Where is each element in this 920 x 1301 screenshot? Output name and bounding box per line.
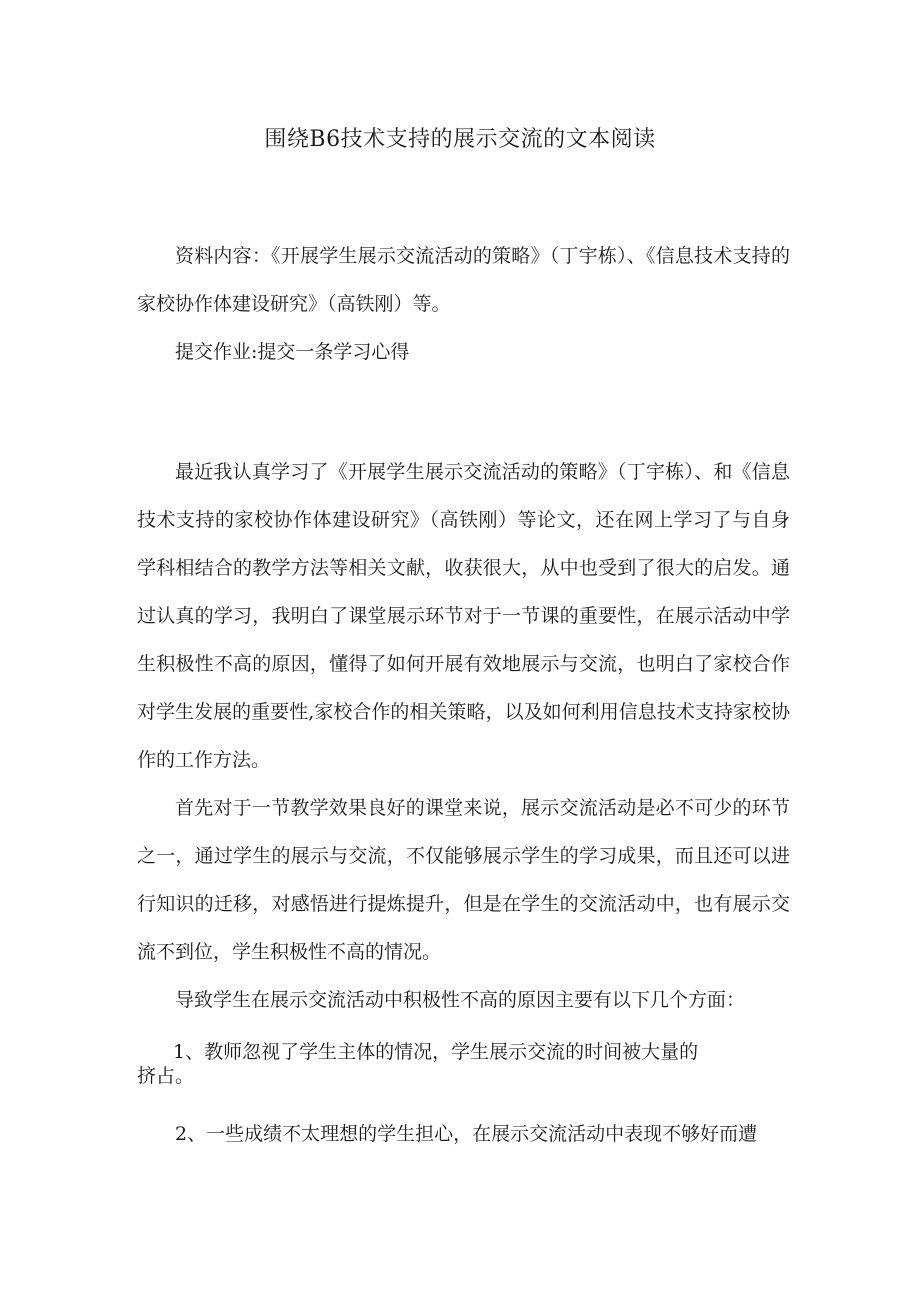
document-title: 围绕B6技术支持的展示交流的文本阅读 xyxy=(264,127,656,152)
list-item-line: 挤占。 xyxy=(137,1065,195,1087)
assignment-text: 提交作业:提交一条学习心得 xyxy=(175,341,410,363)
paragraph: 首先对于一节教学效果良好的课堂来说，展示交流活动是必不可少的环节之一，通过学生的展示与交流，不仅能够展示学生的学习成果，而且还可以进行知识的迁移，对感悟进行提炼提升，但是在学生的交流活动中，也有展示交流不到位，学生积极性不高的情况。 xyxy=(137,797,790,963)
list-item-line: 1、教师忽视了学生主体的情况，学生展示交流的时间被大量的 xyxy=(173,1041,699,1063)
paragraph: 导致学生在展示交流活动中积极性不高的原因主要有以下几个方面： xyxy=(175,989,746,1011)
paragraph: 最近我认真学习了《开展学生展示交流活动的策略》（丁宇栋）、和《信息技术支持的家校协作体建设研究》（高铁刚）等论文，还在网上学习了与自身学科相结合的教学方法等相关文献，收获很大，从中也受到了很大的启发。通过认真的学习，我明白了课堂展示环节对于一节课的重要性，在展示活动中学生积极性不高的原因，懂得了如何开展有效地展示与交流，也明白了家校合作对学生发展的重要性,家校合作的相关策略，以及如何利用信息技术支持家校协作的工作方法。 xyxy=(137,461,790,771)
list-item xyxy=(137,1040,790,1088)
materials-text: 资料内容：《开展学生展示交流活动的策略》（丁宇栋）、《信息技术支持的家校协作体建设研究》（高铁刚）等。 xyxy=(137,245,790,315)
list-item: 2、一些成绩不太理想的学生担心，在展示交流活动中表现不够好而遭 xyxy=(175,1123,758,1145)
